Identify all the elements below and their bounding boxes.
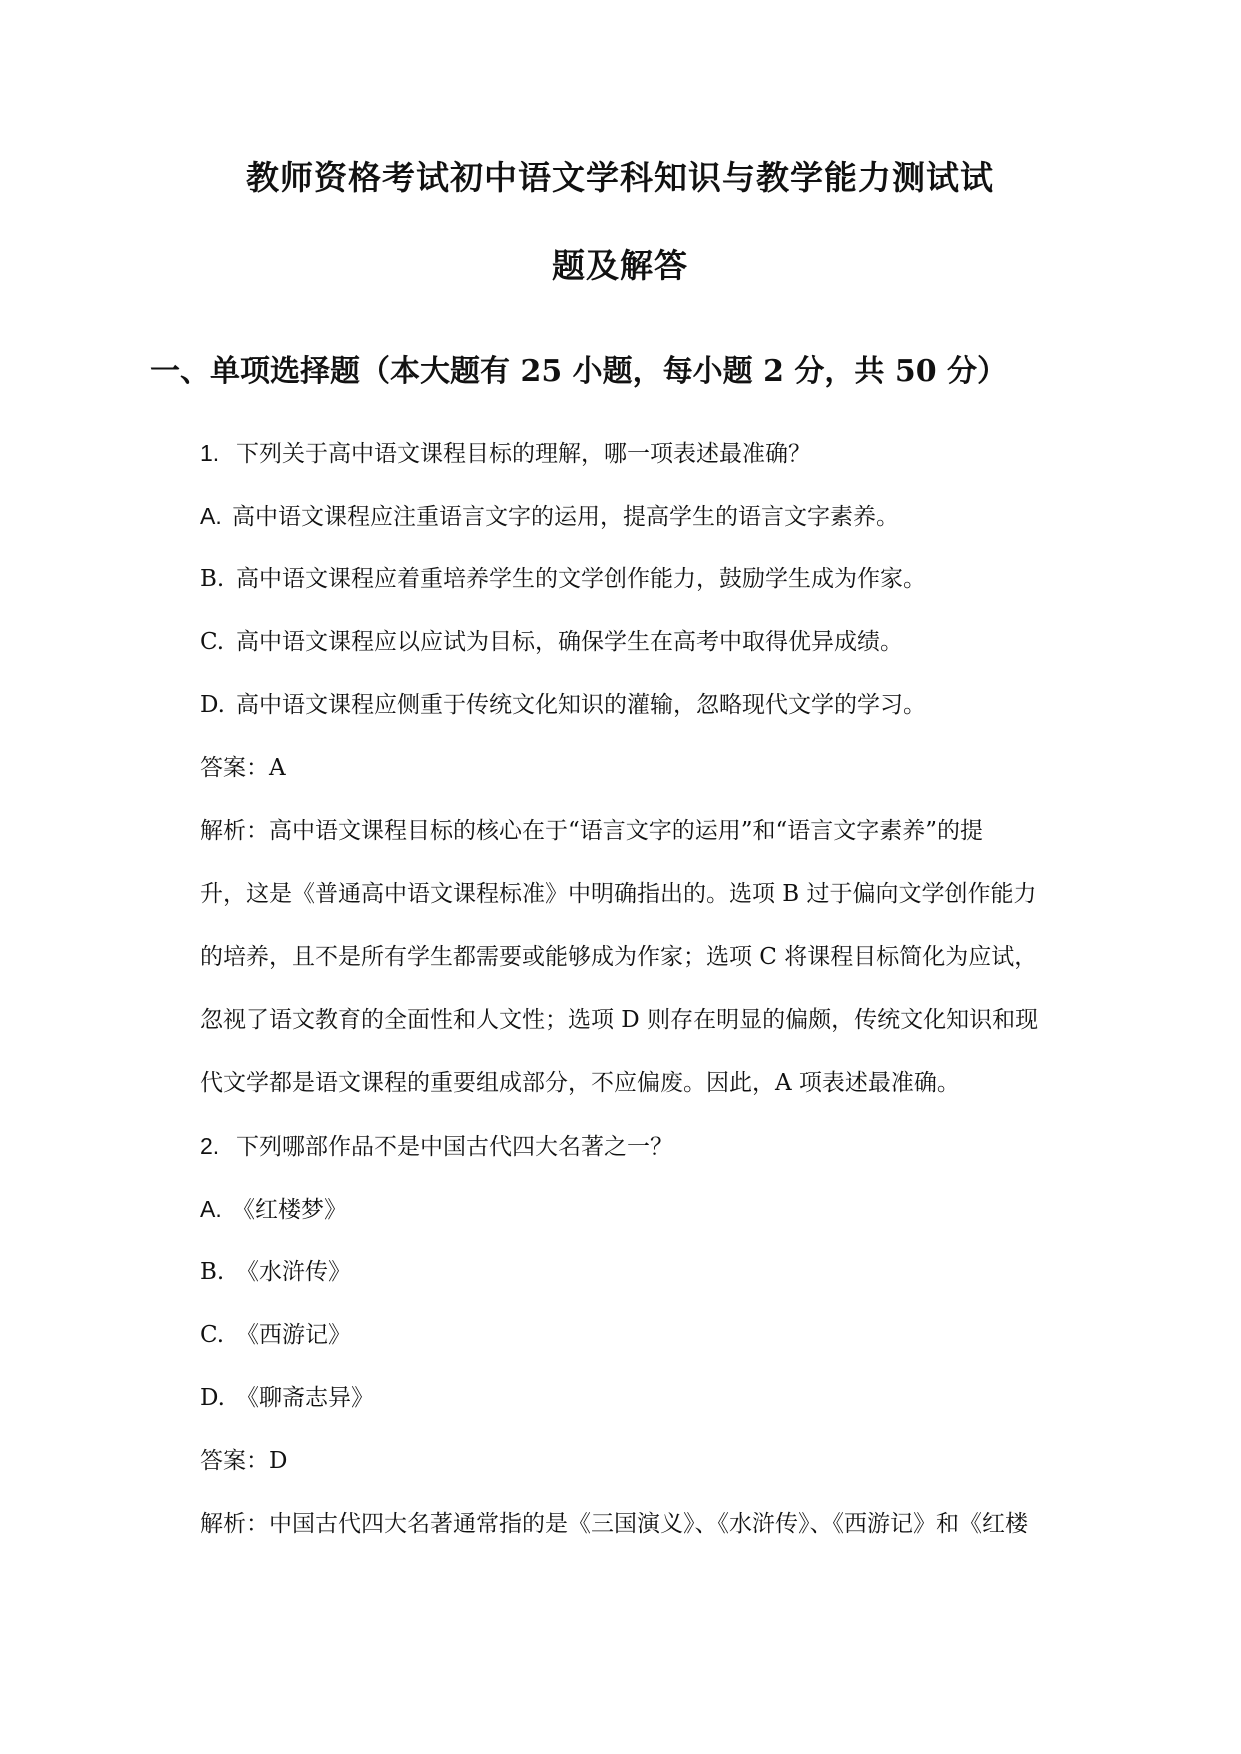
option-text: 高中语文课程应着重培养学生的文学创作能力，鼓励学生成为作家。: [236, 566, 926, 592]
question-2-answer: 答案：D: [200, 1448, 288, 1474]
question-2-option-c: [200, 1319, 351, 1351]
question-2-option-a: [200, 1193, 347, 1226]
document-title-line-2: 题及解答: [552, 246, 688, 285]
question-2-number: 2.: [200, 1133, 220, 1159]
option-letter: D.: [200, 1385, 225, 1411]
question-1-analysis-line: 忽视了语文教育的全面性和人文性；选项 D 则存在明显的偏颇，传统文化知识和现: [200, 1007, 1039, 1033]
question-2-text: 下列哪部作品不是中国古代四大名著之一？: [236, 1134, 673, 1160]
question-1-number: 1.: [200, 440, 220, 466]
option-letter: B.: [200, 566, 225, 592]
option-letter: B.: [200, 1259, 225, 1285]
question-1-answer: 答案：A: [200, 755, 286, 781]
option-text: 高中语文课程应注重语言文字的运用，提高学生的语言文字素养。: [232, 504, 899, 530]
option-letter: C.: [200, 629, 225, 655]
question-2-stem: [200, 1130, 673, 1163]
option-letter: A.: [200, 503, 222, 529]
option-letter: D.: [200, 692, 225, 718]
option-text: 《西游记》: [236, 1322, 351, 1348]
question-1-option-a: [200, 500, 899, 533]
question-1-option-b: [200, 563, 926, 595]
question-2-option-d: [200, 1382, 374, 1414]
question-1-analysis-line: 解析：高中语文课程目标的核心在于“语言文字的运用”和“语言文字素养”的提: [200, 818, 984, 844]
document-title-line-1: 教师资格考试初中语文学科知识与教学能力测试试: [246, 158, 994, 197]
question-1-stem: [200, 437, 811, 470]
question-2-option-b: [200, 1256, 351, 1288]
question-1-option-c: [200, 626, 903, 658]
question-1-analysis-line: 升，这是《普通高中语文课程标准》中明确指出的。选项 B 过于偏向文学创作能力: [200, 881, 1037, 907]
option-text: 《红楼梦》: [232, 1197, 347, 1223]
question-1-option-d: [200, 689, 926, 721]
option-text: 《聊斋志异》: [236, 1385, 374, 1411]
option-text: 高中语文课程应以应试为目标，确保学生在高考中取得优异成绩。: [236, 629, 903, 655]
section-heading: 一、单项选择题（本大题有 25 小题，每小题 2 分，共 50 分）: [150, 354, 1008, 389]
question-1-text: 下列关于高中语文课程目标的理解，哪一项表述最准确？: [236, 441, 811, 467]
option-letter: C.: [200, 1322, 225, 1348]
question-2-analysis-line: 解析：中国古代四大名著通常指的是《三国演义》、《水浒传》、《西游记》和《红楼: [200, 1511, 1028, 1537]
question-1-analysis-line: 代文学都是语文课程的重要组成部分，不应偏废。因此，A 项表述最准确。: [200, 1070, 960, 1096]
option-text: 高中语文课程应侧重于传统文化知识的灌输，忽略现代文学的学习。: [236, 692, 926, 718]
option-text: 《水浒传》: [236, 1259, 351, 1285]
option-letter: A.: [200, 1196, 222, 1222]
question-1-analysis-line: 的培养，且不是所有学生都需要或能够成为作家；选项 C 将课程目标简化为应试，: [200, 944, 1038, 970]
